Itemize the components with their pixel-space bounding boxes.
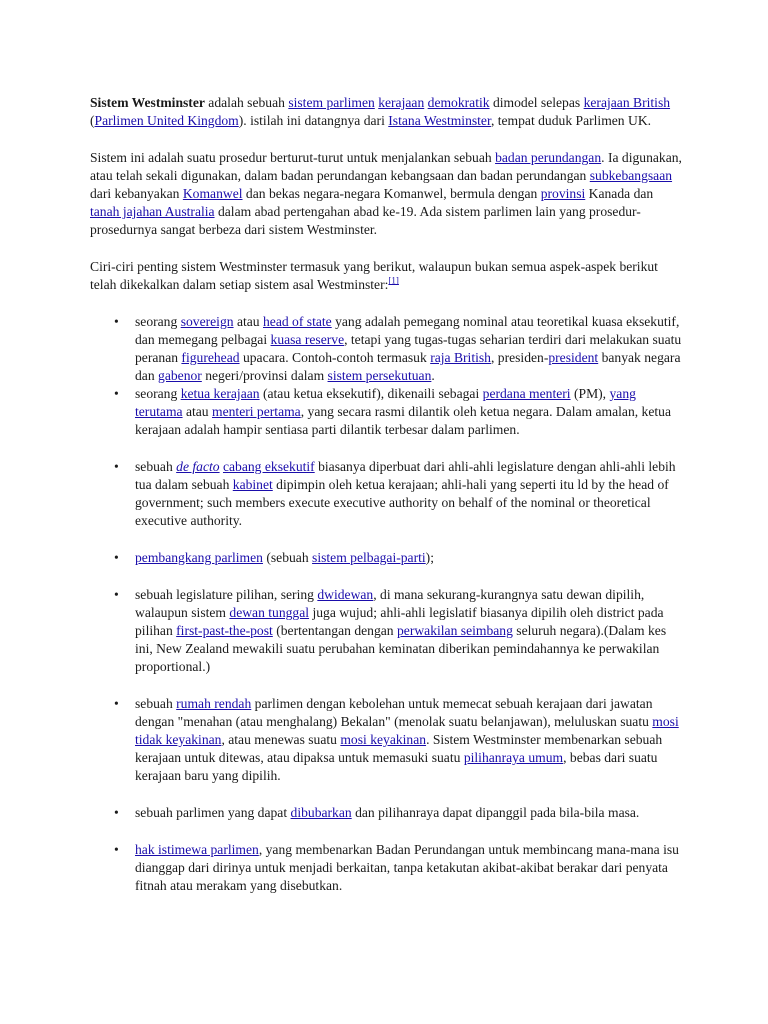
article-body — [90, 94, 682, 895]
link-dwidewan[interactable]: dwidewan — [317, 587, 374, 602]
bullet-icon: • — [114, 550, 119, 565]
link-gabenor[interactable]: gabenor — [158, 368, 202, 383]
list-item: • hak istimewa parlimen, yang membenarkan Badan Perundangan untuk membincang mana-mana isu dianggap dari dirinya untuk menjadi berkaitan, tanpa ketakutan akibat-akibat berakar dari penyata fitnah atau merakam yang disebutkan. — [114, 842, 679, 893]
article-subject-bold: Sistem Westminster — [90, 95, 205, 110]
intro-paragraph: Sistem Westminster adalah sebuah sistem parlimen kerajaan demokratik dimodel selepas kerajaan British (Parlimen United Kingdom). istilah ini datangnya dari Istana Westminster, tempat duduk Parlimen UK. — [90, 95, 671, 128]
link-sistem-pelbagai-parti[interactable]: sistem pelbagai-parti — [312, 550, 426, 565]
link-demokratik[interactable]: demokratik — [427, 95, 490, 110]
link-komanwel[interactable]: Komanwel — [182, 186, 243, 201]
link-subkebangsaan[interactable]: subkebangsaan — [589, 168, 673, 183]
link-rumah-rendah[interactable]: rumah rendah — [176, 696, 252, 711]
link-provinsi[interactable]: provinsi — [540, 186, 586, 201]
list-item: • sebuah legislature pilihan, sering dwidewan, di mana sekurang-kurangnya satu dewan dipilih, walaupun sistem dewan tunggal juga wujud; ahli-ahli legislatif biasanya dipilih oleh district pada pilihan first-past-the-post (bertentangan dengan perwakilan seimbang seluruh negara).(Dalam kes ini, New Zealand mewakili suatu perubahan keminatan diberikan pemindahannya ke perwakilan proportional.) — [114, 587, 667, 674]
link-mosi-tidak-keyakinan[interactable]: mosi tidak keyakinan — [135, 714, 679, 747]
link-hak-istimewa-parlimen[interactable]: hak istimewa parlimen — [135, 842, 259, 857]
bullet-icon: • — [114, 386, 119, 401]
link-menteri-pertama[interactable]: menteri pertama — [212, 404, 301, 419]
reference-link[interactable]: [1] — [388, 275, 399, 286]
link-ketua-kerajaan[interactable]: ketua kerajaan — [180, 386, 260, 401]
bullet-icon: • — [114, 587, 119, 602]
link-kerajaan-british[interactable]: kerajaan British — [583, 95, 671, 110]
link-tanah-jajahan-australia[interactable]: tanah jajahan Australia — [90, 204, 215, 219]
link-sistem-parlimen[interactable]: sistem parlimen — [288, 95, 375, 110]
link-pilihanraya-umum[interactable]: pilihanraya umum — [463, 750, 564, 765]
link-head-of-state[interactable]: head of state — [263, 314, 332, 329]
bullet-icon: • — [114, 459, 119, 474]
link-badan-perundangan[interactable]: badan perundangan — [495, 150, 602, 165]
bullet-icon: • — [114, 805, 119, 820]
link-kuasa-reserve[interactable]: kuasa reserve — [270, 332, 345, 347]
bullet-icon: • — [114, 696, 119, 711]
link-parlimen-united-kingdom[interactable]: Parlimen United Kingdom — [94, 113, 239, 128]
link-istana-westminster[interactable]: Istana Westminster — [388, 113, 491, 128]
list-item: • pembangkang parlimen (sebuah sistem pelbagai-parti); — [114, 550, 434, 565]
list-item: • sebuah rumah rendah parlimen dengan kebolehan untuk memecat sebuah kerajaan dari jawatan dengan "menahan (atau menghalang) Bekalan" (menolak suatu belanjawan), meluluskan suatu mosi tidak keyakinan, atau menewas suatu mosi keyakinan. Sistem Westminster membenarkan sebuah kerajaan untuk ditewas, atau dipaksa untuk memasuki suatu pilihanraya umum, bebas dari suatu kerajaan baru yang dipilih. — [114, 696, 679, 783]
link-president[interactable]: president — [548, 350, 599, 365]
link-dibubarkan[interactable]: dibubarkan — [290, 805, 352, 820]
link-sovereign[interactable]: sovereign — [180, 314, 234, 329]
link-sistem-persekutuan[interactable]: sistem persekutuan — [327, 368, 432, 383]
link-kabinet[interactable]: kabinet — [232, 477, 273, 492]
link-de-facto[interactable]: de facto — [176, 459, 220, 474]
link-yang-terutama[interactable]: yang terutama — [135, 386, 636, 419]
link-figurehead[interactable]: figurehead — [181, 350, 240, 365]
link-cabang-eksekutif[interactable]: cabang eksekutif — [222, 459, 315, 474]
link-perdana-menteri[interactable]: perdana menteri — [482, 386, 571, 401]
features-list — [90, 313, 682, 895]
list-item: • seorang ketua kerajaan (atau ketua eksekutif), dikenaili sebagai perdana menteri (PM), yang terutama atau menteri pertama, yang secara rasmi dilantik oleh ketua negara. Dalam amalan, ketua kerajaan adalah hampir sentiasa parti dilantik terbesar dalam parlimen. — [114, 386, 671, 437]
features-intro-paragraph: Ciri-ciri penting sistem Westminster termasuk yang berikut, walaupun bukan semua aspek-aspek berikut telah dikekalkan dalam setiap sistem asal Westminster:[1] — [90, 259, 658, 292]
link-mosi-keyakinan[interactable]: mosi keyakinan — [340, 732, 427, 747]
list-item: • sebuah parlimen yang dapat dibubarkan dan pilihanraya dapat dipanggil pada bila-bila masa. — [114, 805, 640, 820]
list-item: • sebuah de facto cabang eksekutif biasanya diperbuat dari ahli-ahli legislature dengan ahli-ahli lebih tua dalam sebuah kabinet dipimpin oleh ketua kerajaan; ahli-hali yang seperti itu ld by the head of government; such members execute executive authority on behalf of the nominal or theoretical executive authority. — [114, 459, 676, 528]
link-kerajaan[interactable]: kerajaan — [378, 95, 425, 110]
link-raja-british[interactable]: raja British — [430, 350, 491, 365]
link-first-past-the-post[interactable]: first-past-the-post — [176, 623, 273, 638]
bullet-icon: • — [114, 314, 119, 329]
link-perwakilan-seimbang[interactable]: perwakilan seimbang — [397, 623, 513, 638]
link-dewan-tunggal[interactable]: dewan tunggal — [229, 605, 310, 620]
usage-paragraph: Sistem ini adalah suatu prosedur berturut-turut untuk menjalankan sebuah badan perundangan. Ia digunakan, atau telah sekali digunakan, dalam badan perundangan kebangsaan dan badan perundangan subkebangsaan dari kebanyakan Komanwel dan bekas negara-negara Komanwel, bermula dengan provinsi Kanada dan tanah jajahan Australia dalam abad pertengahan abad ke-19. Ada sistem parlimen lain yang prosedur-prosedurnya sangat berbeza dari sistem Westminster. — [90, 150, 682, 237]
list-item: • seorang sovereign atau head of state yang adalah pemegang nominal atau teoretikal kuasa eksekutif, dan memegang pelbagai kuasa reserve, tetapi yang tugas-tugas seharian terdiri dari melakukan suatu peranan figurehead upacara. Contoh-contoh termasuk raja British, presiden-president banyak negara dan gabenor negeri/provinsi dalam sistem persekutuan. — [114, 314, 682, 383]
bullet-icon: • — [114, 842, 119, 857]
link-pembangkang-parlimen[interactable]: pembangkang parlimen — [135, 550, 263, 565]
